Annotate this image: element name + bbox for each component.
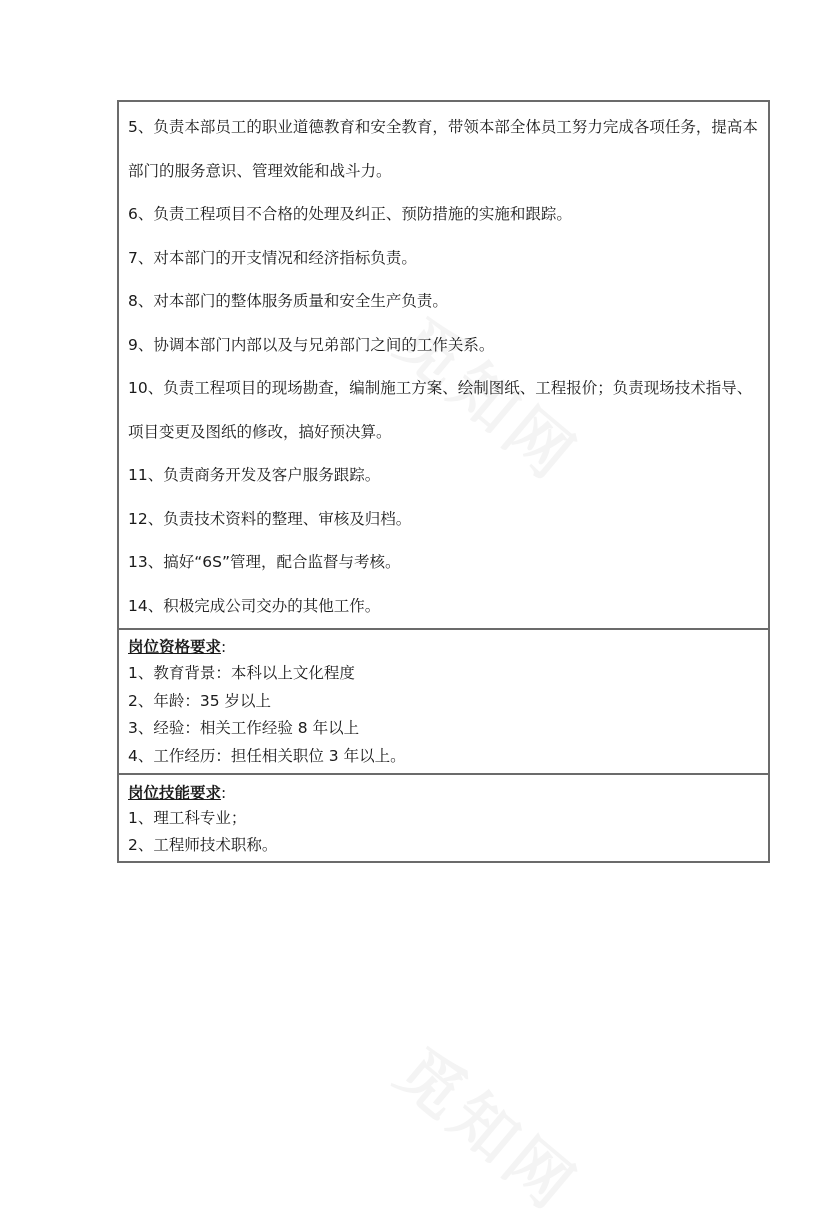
qualification-item: 4、工作经历：担任相关职位 3 年以上。	[128, 746, 406, 765]
qualifications-title: 岗位资格要求	[128, 638, 222, 656]
duty-item: 14、积极完成公司交办的其他工作。	[128, 596, 381, 615]
qualification-item: 2、年龄：35 岁以上	[128, 691, 272, 710]
skills-title: 岗位技能要求	[128, 784, 222, 802]
duty-item: 10、负责工程项目的现场勘查，编制施工方案、绘制图纸、工程报价；负责现场技术指导、项目变更及图纸的修改，搞好预决算。	[128, 379, 753, 441]
qualifications-heading	[128, 634, 759, 660]
duty-item: 12、负责技术资料的整理、审核及归档。	[128, 509, 412, 528]
qualifications-colon: :	[221, 638, 227, 656]
job-description-table	[117, 100, 770, 863]
skills-cell	[118, 774, 769, 862]
duties-row	[118, 101, 769, 629]
duty-item: 8、对本部门的整体服务质量和安全生产负责。	[128, 292, 448, 310]
skill-item: 1、理工科专业；	[128, 809, 247, 827]
duties-cell	[118, 101, 769, 629]
duty-item: 6、负责工程项目不合格的处理及纠正、预防措施的实施和跟踪。	[128, 205, 572, 223]
skills-heading	[128, 781, 759, 805]
qualification-item: 1、教育背景：本科以上文化程度	[128, 664, 355, 682]
qualifications-cell	[118, 629, 769, 774]
skills-colon: :	[221, 784, 227, 802]
watermark	[380, 1023, 600, 1228]
qualification-item: 3、经验：相关工作经验 8 年以上	[128, 719, 360, 737]
qualifications-row	[118, 629, 769, 774]
skill-item: 2、工程师技术职称。	[128, 836, 278, 854]
skills-row	[118, 774, 769, 862]
duty-item: 11、负责商务开发及客户服务跟踪。	[128, 466, 381, 484]
duty-item: 9、协调本部门内部以及与兄弟部门之间的工作关系。	[128, 335, 495, 354]
duty-item: 5、负责本部员工的职业道德教育和安全教育，带领本部全体员工努力完成各项任务，提高本部门的服务意识、管理效能和战斗力。	[128, 118, 758, 180]
duty-item: 7、对本部门的开支情况和经济指标负责。	[128, 248, 417, 267]
duty-item: 13、搞好“6S”管理，配合监督与考核。	[128, 553, 401, 571]
